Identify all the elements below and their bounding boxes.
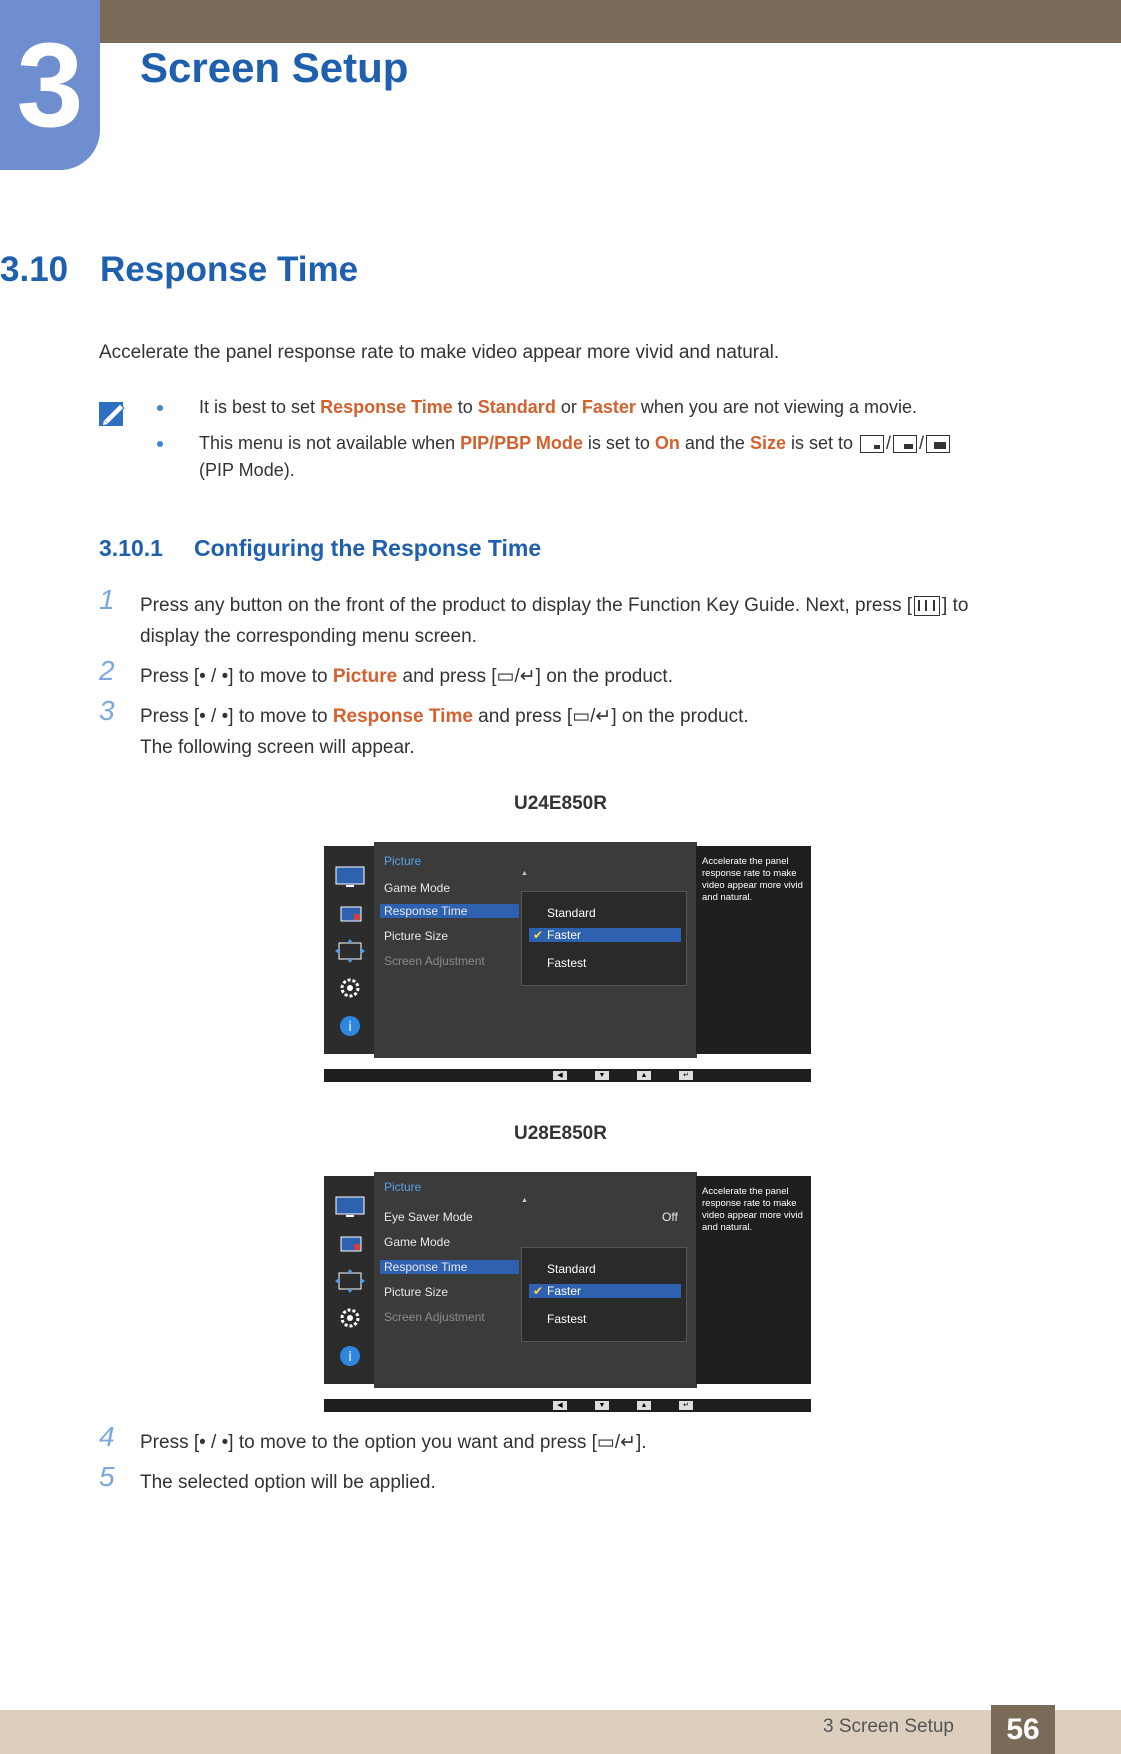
menu-item-response-time[interactable]: Response Time — [380, 1260, 519, 1274]
option-faster[interactable]: ✔ Faster — [529, 1284, 681, 1298]
source-enter-icon: ▭/↵ — [496, 666, 536, 687]
osd-description: Accelerate the panel response rate to make video appear more vivid and natural. — [696, 846, 811, 1054]
pip-size-icon-1 — [860, 435, 884, 453]
scroll-up-icon: ▲ — [521, 1197, 528, 1204]
navigation-keys: • / • — [199, 1432, 229, 1453]
step-number: 5 — [99, 1461, 115, 1492]
osd-menu-header: Picture — [384, 1180, 422, 1194]
enter-key-icon: ↵ — [679, 1401, 693, 1410]
bullet-dot — [157, 441, 163, 447]
osd-button-bar — [324, 1069, 811, 1082]
size-position-icon — [335, 939, 365, 963]
osd-icon-bar — [324, 1176, 376, 1384]
options-submenu — [521, 1247, 687, 1342]
enter-key-icon: ↵ — [679, 1071, 693, 1080]
option-standard[interactable]: Standard — [547, 1262, 596, 1276]
menu-item-eye-saver-mode[interactable]: Eye Saver Mode — [384, 1210, 473, 1224]
setup-gear-icon — [335, 1305, 365, 1331]
scroll-up-icon: ▲ — [521, 870, 528, 877]
navigation-keys: • / • — [199, 706, 229, 727]
menu-item-response-time[interactable]: Response Time — [380, 904, 519, 918]
option-standard[interactable]: Standard — [547, 906, 596, 920]
monitor-icon — [335, 1196, 365, 1218]
menu-item-screen-adjustment[interactable]: Screen Adjustment — [384, 1310, 485, 1324]
source-enter-icon: ▭/↵ — [572, 706, 612, 727]
info-icon — [335, 1014, 365, 1040]
note-icon — [98, 398, 130, 428]
menu-item-screen-adjustment[interactable]: Screen Adjustment — [384, 954, 485, 968]
menu-item-picture-size[interactable]: Picture Size — [384, 929, 449, 943]
subsection-number: 3.10.1 — [99, 535, 163, 561]
menu-item-game-mode[interactable]: Game Mode — [384, 1235, 451, 1249]
navigation-keys: • / • — [199, 666, 229, 687]
options-submenu — [521, 891, 687, 986]
monitor-icon — [335, 866, 365, 888]
osd-description: Accelerate the panel response rate to make video appear more vivid and natural. — [696, 1176, 811, 1384]
info-icon — [335, 1344, 365, 1370]
footer-label: 3 Screen Setup — [823, 1716, 954, 1737]
model-label-a: U24E850R — [514, 793, 607, 814]
chapter-number: 3 — [0, 0, 100, 170]
model-label-b: U28E850R — [514, 1123, 607, 1144]
subsection-title — [99, 535, 541, 562]
svg-text:i: i — [348, 1350, 352, 1365]
check-icon: ✔ — [533, 928, 544, 942]
step-number: 4 — [99, 1421, 115, 1452]
eye-saver-value: Off — [662, 1210, 678, 1224]
step-number: 2 — [99, 655, 115, 686]
chapter-title: Screen Setup — [140, 44, 409, 91]
osd-screen-a — [324, 846, 811, 1082]
osd-icon-bar — [324, 846, 376, 1054]
left-key-icon: ◀ — [553, 1401, 567, 1410]
up-key-icon: ▲ — [637, 1401, 651, 1410]
menu-icon — [914, 596, 940, 616]
option-faster[interactable]: ✔ Faster — [529, 928, 681, 942]
menu-item-game-mode[interactable]: Game Mode — [384, 881, 451, 895]
source-enter-icon: ▭/↵ — [596, 1432, 637, 1453]
color-icon — [340, 1236, 362, 1252]
color-icon — [340, 906, 362, 922]
bullet-dot — [157, 405, 163, 411]
subsection-title-text: Configuring the Response Time — [194, 535, 542, 561]
option-fastest[interactable]: Fastest — [547, 1312, 587, 1326]
top-bar — [0, 0, 1121, 43]
down-key-icon: ▼ — [595, 1401, 609, 1410]
section-title-text: Response Time — [100, 250, 359, 289]
setup-gear-icon — [335, 975, 365, 1001]
svg-text:i: i — [348, 1020, 352, 1035]
pip-size-icon-2 — [893, 435, 917, 453]
section-number: 3.10 — [0, 250, 69, 289]
size-position-icon — [335, 1269, 365, 1293]
pip-size-icon-3 — [926, 435, 950, 453]
step-number: 3 — [99, 695, 115, 726]
section-title — [0, 250, 358, 290]
up-key-icon: ▲ — [637, 1071, 651, 1080]
osd-button-bar — [324, 1399, 811, 1412]
osd-screen-b — [324, 1176, 811, 1412]
menu-item-picture-size[interactable]: Picture Size — [384, 1285, 449, 1299]
intro-text: Accelerate the panel response rate to make video appear more vivid and natural. — [99, 342, 780, 363]
step-number: 1 — [99, 584, 115, 615]
left-key-icon: ◀ — [553, 1071, 567, 1080]
option-fastest[interactable]: Fastest — [547, 956, 587, 970]
check-icon: ✔ — [533, 1284, 544, 1298]
osd-menu-header: Picture — [384, 854, 422, 868]
page-number: 56 — [991, 1705, 1055, 1754]
down-key-icon: ▼ — [595, 1071, 609, 1080]
